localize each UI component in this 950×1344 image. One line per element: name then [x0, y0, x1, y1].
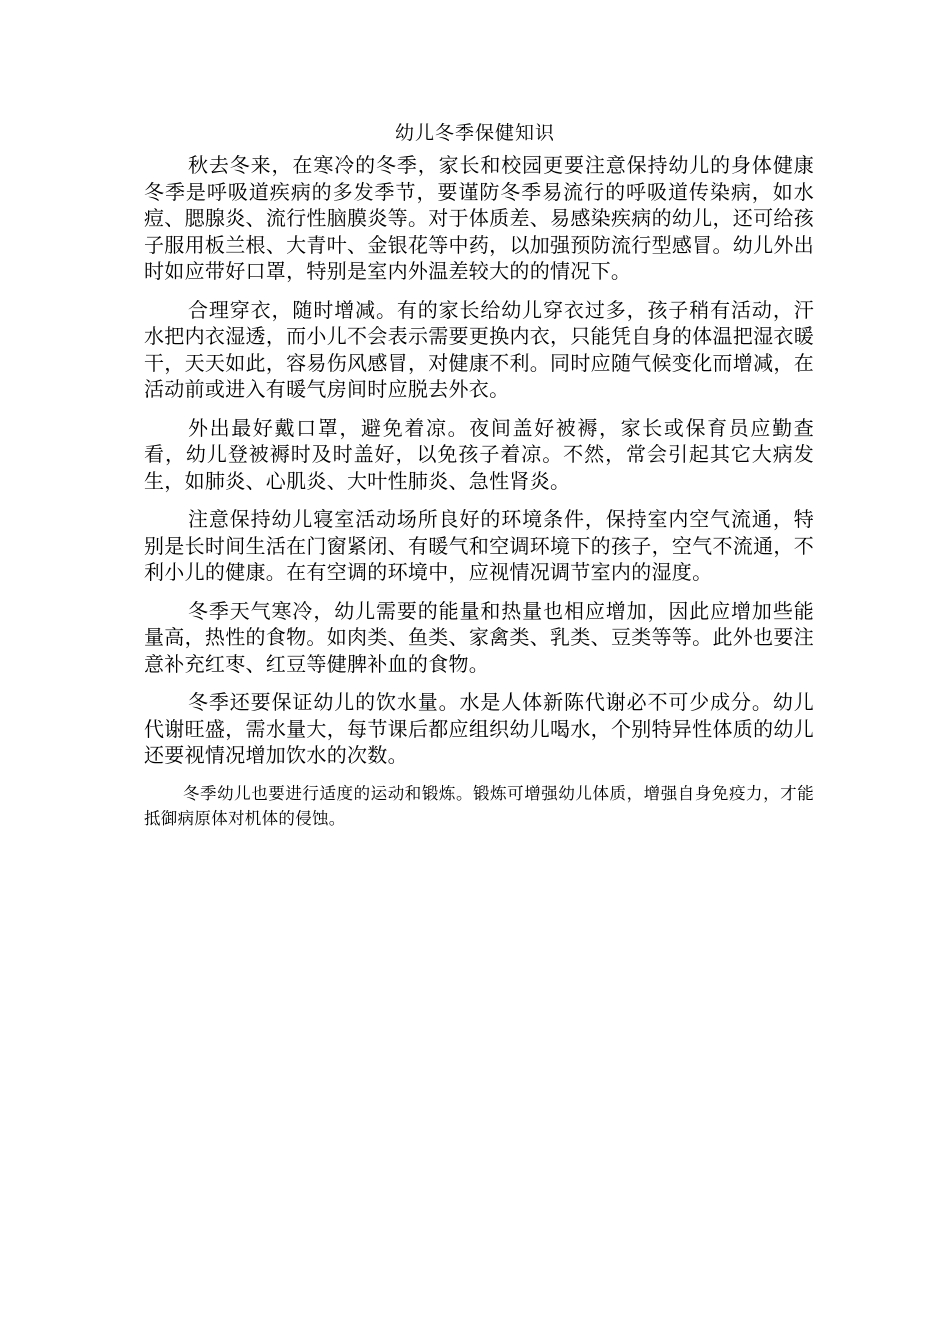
document-title: 幼儿冬季保健知识: [394, 122, 555, 144]
paragraph-exercise: 冬季幼儿也要进行适度的运动和锻炼。锻炼可增强幼儿体质，增强自身免疫力，才能抵御病原体对机体的侵蚀。: [144, 783, 814, 828]
paragraph-clothing: 合理穿衣，随时增减。有的家长给幼儿穿衣过多，孩子稍有活动，汗水把内衣湿透，而小儿不会表示需要更换内衣，只能凭自身的体温把湿衣暖干，天天如此，容易伤风感冒，对健康不利。同时应随气候变化而增减，在活动前或进入有暖气房间时应脱去外衣。: [144, 297, 814, 401]
paragraph-mask: 外出最好戴口罩，避免着凉。夜间盖好被褥，家长或保育员应勤查看，幼儿登被褥时及时盖好，以免孩子着凉。不然，常会引起其它大病发生，如肺炎、心肌炎、大叶性肺炎、急性肾炎。: [144, 415, 814, 493]
paragraph-environment: 注意保持幼儿寝室活动场所良好的环境条件，保持室内空气流通，特别是长时间生活在门窗紧闭、有暖气和空调环境下的孩子，空气不流通，不利小儿的健康。在有空调的环境中，应视情况调节室内的湿度。: [144, 507, 814, 584]
paragraph-intro: 秋去冬来，在寒冷的冬季，家长和校园更要注意保持幼儿的身体健康冬季是呼吸道疾病的多发季节，要谨防冬季易流行的呼吸道传染病，如水痘、腮腺炎、流行性脑膜炎等。对于体质差、易感染疾病的幼儿，还可给孩子服用板兰根、大青叶、金银花等中药，以加强预防流行型感冒。幼儿外出时如应带好口罩，特别是室内外温差较大的的情况下。: [144, 153, 814, 283]
paragraph-water: 冬季还要保证幼儿的饮水量。水是人体新陈代谢必不可少成分。幼儿代谢旺盛，需水量大，每节课后都应组织幼儿喝水，个别特异性体质的幼儿还要视情况增加饮水的次数。: [144, 690, 814, 767]
document-body: [144, 152, 814, 843]
paragraph-diet: 冬季天气寒冷，幼儿需要的能量和热量也相应增加，因此应增加些能量高，热性的食物。如肉类、鱼类、家禽类、乳类、豆类等等。此外也要注意补充红枣、红豆等健脾补血的食物。: [144, 598, 814, 676]
